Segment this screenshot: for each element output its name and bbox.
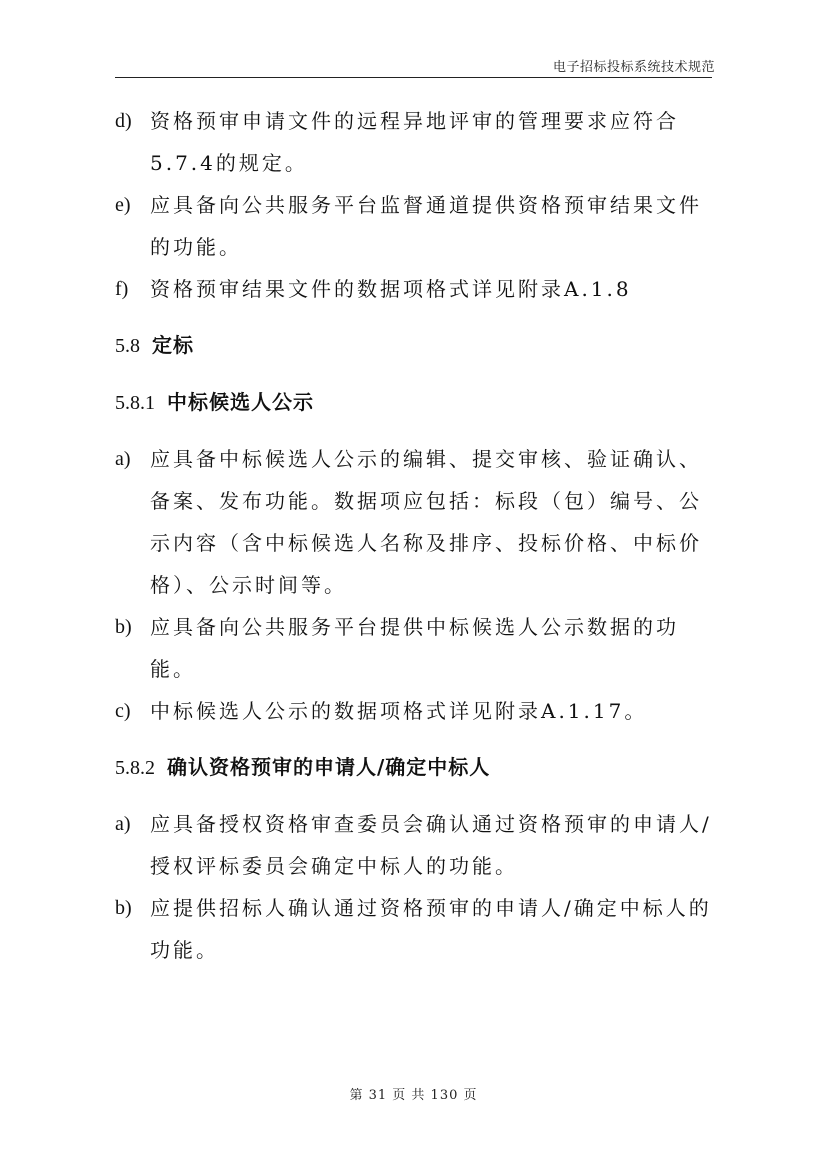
running-header-title: 电子招标投标系统技术规范 xyxy=(552,60,715,75)
list-item-text: 资格预审结果文件的数据项格式详见附录A.1.8 xyxy=(150,277,632,301)
list-marker: b) xyxy=(115,897,132,919)
section-title: 确认资格预审的申请人/确定中标人 xyxy=(167,755,491,779)
section-heading-5-8-1 xyxy=(115,381,715,424)
list-item-d xyxy=(115,100,715,184)
list-marker: d) xyxy=(115,110,132,132)
section-heading-5-8-2 xyxy=(115,746,715,789)
header-divider xyxy=(115,77,712,78)
list-marker: c) xyxy=(115,700,131,722)
list-item-b xyxy=(115,606,715,690)
document-body xyxy=(115,100,715,971)
list-item-e xyxy=(115,184,715,268)
list-marker: a) xyxy=(115,813,131,835)
list-item-text: 资格预审申请文件的远程异地评审的管理要求应符合5.7.4的规定。 xyxy=(150,109,679,175)
list-item-a xyxy=(115,803,715,887)
list-item-f xyxy=(115,268,715,310)
section-number: 5.8.1 xyxy=(115,392,155,414)
list-item-text: 应具备中标候选人公示的编辑、提交审核、验证确认、备案、发布功能。数据项应包括：标段（包）编号、公示内容（含中标候选人名称及排序、投标价格、中标价格）、公示时间等。 xyxy=(150,447,702,597)
section-number: 5.8 xyxy=(115,335,140,357)
list-item-text: 应具备向公共服务平台监督通道提供资格预审结果文件的功能。 xyxy=(150,193,702,259)
list-item-c xyxy=(115,690,715,732)
list-item-text: 应具备向公共服务平台提供中标候选人公示数据的功能。 xyxy=(150,615,679,681)
list-marker: b) xyxy=(115,616,132,638)
section-heading-5-8 xyxy=(115,324,715,367)
list-item-a xyxy=(115,438,715,606)
section-title: 定标 xyxy=(152,333,194,357)
section-title: 中标候选人公示 xyxy=(167,390,314,414)
section-number: 5.8.2 xyxy=(115,757,155,779)
list-marker: f) xyxy=(115,278,129,300)
list-item-b xyxy=(115,887,715,971)
list-item-text: 应提供招标人确认通过资格预审的申请人/确定中标人的功能。 xyxy=(150,896,712,962)
list-item-text: 中标候选人公示的数据项格式详见附录A.1.17。 xyxy=(150,699,648,723)
list-marker: e) xyxy=(115,194,131,216)
list-marker: a) xyxy=(115,448,131,470)
page-number-footer: 第 31 页 共 130 页 xyxy=(349,1088,478,1103)
list-item-text: 应具备授权资格审查委员会确认通过资格预审的申请人/授权评标委员会确定中标人的功能。 xyxy=(150,812,712,878)
